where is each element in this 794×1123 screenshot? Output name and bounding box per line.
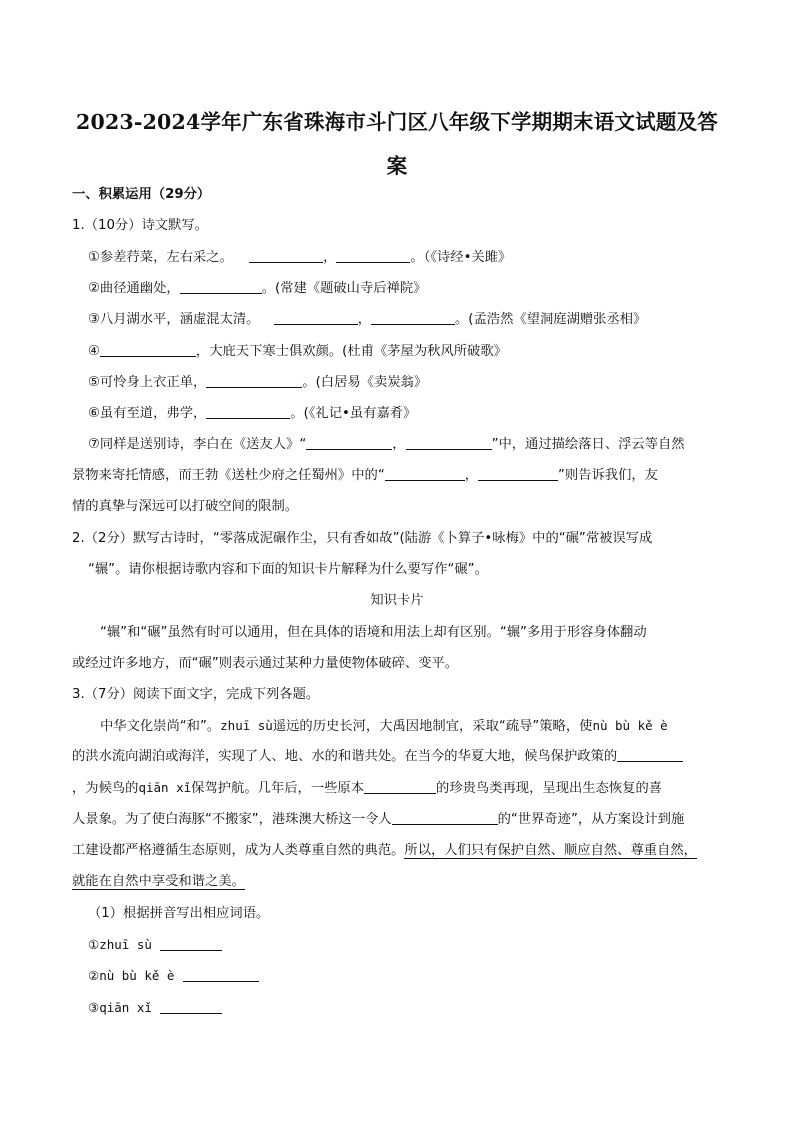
q1-item-7-text-d: ”则告诉我们，友	[558, 468, 658, 483]
separator: ，	[392, 437, 406, 452]
q1-item-5-text: ⑤可怜身上衣正单，	[88, 375, 207, 390]
q1-item-5	[88, 373, 427, 393]
q1-item-3-source: 。(孟浩然《望洞庭湖赠张丞相》	[455, 312, 647, 327]
passage-text: 的珍贵鸟类再现，呈现出生态恢复的喜	[436, 781, 663, 796]
q1-item-3-text: ③八月湖水平，涵虚混太清。	[88, 312, 260, 327]
separator: ，	[323, 250, 337, 265]
answer-blank[interactable]	[385, 466, 465, 481]
passage-text: ，为候鸟的	[72, 781, 139, 796]
answer-blank[interactable]	[160, 936, 222, 951]
q3-paragraph-line-5	[72, 841, 697, 861]
answer-blank[interactable]	[336, 248, 410, 263]
q1-item-6	[88, 404, 416, 424]
q1-item-4-source: ，大庇天下寒士俱欢颜。(杜甫《茅屋为秋风所破歌》	[195, 344, 507, 359]
q3-paragraph-line-6	[72, 872, 245, 892]
title-line-1: 2023-2024学年广东省珠海市斗门区八年级下学期期末语文试题及答	[76, 110, 718, 134]
answer-blank[interactable]	[206, 404, 290, 419]
answer-blank[interactable]	[617, 747, 683, 762]
q1-item-2-text: ②曲径通幽处，	[88, 281, 180, 296]
knowledge-card-title: 知识卡片	[370, 593, 424, 608]
answer-blank[interactable]	[371, 310, 455, 325]
passage-text: 的洪水流向湖泊或海洋，实现了人、地、水的和谐共处。在当今的华夏大地，候鸟保护政策的	[72, 749, 618, 764]
section-heading: 一、积累运用（29分）	[72, 187, 211, 202]
q1-item-2-source: 。(常建《题破山寺后禅院》	[261, 281, 427, 296]
underlined-sentence: 所以，人们只有保护自然、顺应自然、尊重自然，	[404, 843, 697, 858]
knowledge-card-line-1: “辗”和“碾”虽然有时可以通用，但在具体的语境和用法上却有区别。“辗”多用于形容身体翻动	[100, 625, 647, 640]
q1-item-7-text-b: ”中，通过描绘落日、浮云等自然	[491, 437, 685, 452]
answer-blank[interactable]	[160, 999, 222, 1014]
answer-label: ①zhuī sù	[88, 937, 152, 952]
q1-item-7-line-2	[72, 466, 658, 486]
passage-text: 的“世界奇迹”，从方案设计到施	[497, 812, 685, 827]
q3-answer-2	[88, 966, 259, 987]
pinyin-zhuisu: zhuī sù	[220, 718, 273, 733]
q1-item-1-text: ①参差荇菜，左右采之。	[88, 250, 233, 265]
q1-item-3	[88, 310, 646, 330]
q1-item-1	[88, 248, 511, 268]
knowledge-card-line-2: 或经过许多地方，而“碾”则表示通过某种力量使物体破碎、变平。	[72, 656, 459, 671]
q1-item-4	[88, 342, 507, 362]
answer-blank[interactable]	[183, 967, 259, 982]
answer-blank[interactable]	[364, 779, 436, 794]
q1-item-2	[88, 279, 426, 299]
q1-item-1-source: 。（《诗经•关雎》	[410, 250, 512, 265]
q3-paragraph-line-4	[72, 810, 684, 830]
pinyin-nubukee: nù bù kě è	[592, 718, 668, 733]
q1-item-6-source: 。(《礼记•虽有嘉肴》	[290, 406, 417, 421]
answer-label: ③qiān xǐ	[88, 1000, 152, 1015]
passage-text: 中华文化崇尚“和”。	[100, 719, 221, 734]
pinyin-qianxi: qiān xǐ	[138, 780, 192, 795]
q3-paragraph-line-3	[72, 778, 662, 799]
answer-label: ②nù bù kě è	[88, 968, 175, 983]
q3-heading: 3.（7分）阅读下面文字，完成下列各题。	[72, 687, 320, 702]
q1-item-6-text: ⑥虽有至道，弗学，	[88, 406, 207, 421]
answer-blank[interactable]	[180, 279, 262, 294]
answer-blank[interactable]	[306, 435, 392, 450]
q3-answer-3	[88, 998, 222, 1019]
answer-blank[interactable]	[392, 810, 498, 825]
q1-item-7-line-1	[88, 435, 685, 455]
q1-item-7-line-3: 情的真挚与深远可以打破空间的限制。	[72, 499, 299, 514]
passage-text: 人景象。为了使白海豚“不搬家”，港珠澳大桥这一令人	[72, 812, 392, 827]
page-title	[60, 100, 734, 188]
answer-blank[interactable]	[100, 342, 196, 357]
q3-answer-1	[88, 935, 222, 956]
passage-text: 保驾护航。几年后，一些原本	[191, 781, 365, 796]
passage-text: 遥远的历史长河，大禹因地制宜，采取“疏导”策略，使	[272, 719, 593, 734]
answer-blank[interactable]	[478, 466, 558, 481]
q2-line-2: “辗”。请你根据诗歌内容和下面的知识卡片解释为什么要写作“碾”。	[88, 562, 488, 577]
q1-item-5-source: 。(白居易《卖炭翁》	[302, 375, 428, 390]
separator: ，	[464, 468, 479, 483]
q2-line-1: 2.（2分）默写古诗时，“零落成泥碾作尘，只有香如故”(陆游《卜算子•咏梅》中的“碾”常被误写成	[72, 531, 653, 546]
q1-item-4-text: ④	[88, 344, 100, 359]
title-line-2: 案	[386, 154, 408, 178]
answer-blank[interactable]	[406, 435, 492, 450]
q1-item-7-text: ⑦同样是送别诗，李白在《送友人》“	[88, 437, 307, 452]
q3-paragraph-line-1	[100, 716, 668, 737]
answer-blank[interactable]	[249, 248, 323, 263]
underlined-sentence: 就能在自然中享受和谐之美。	[72, 874, 245, 889]
answer-blank[interactable]	[206, 373, 302, 388]
q3-sub-1: （1）根据拼音写出相应词语。	[88, 906, 270, 921]
passage-text: 工建设都严格遵循生态原则，成为人类尊重自然的典范。	[72, 843, 405, 858]
q1-item-7-text-c: 景物来寄托情感，而王勃《送杜少府之任蜀州》中的“	[72, 468, 385, 483]
separator: ，	[357, 312, 372, 327]
q1-heading: 1.（10分）诗文默写。	[72, 218, 208, 233]
answer-blank[interactable]	[274, 310, 358, 325]
q3-paragraph-line-2	[72, 747, 683, 767]
